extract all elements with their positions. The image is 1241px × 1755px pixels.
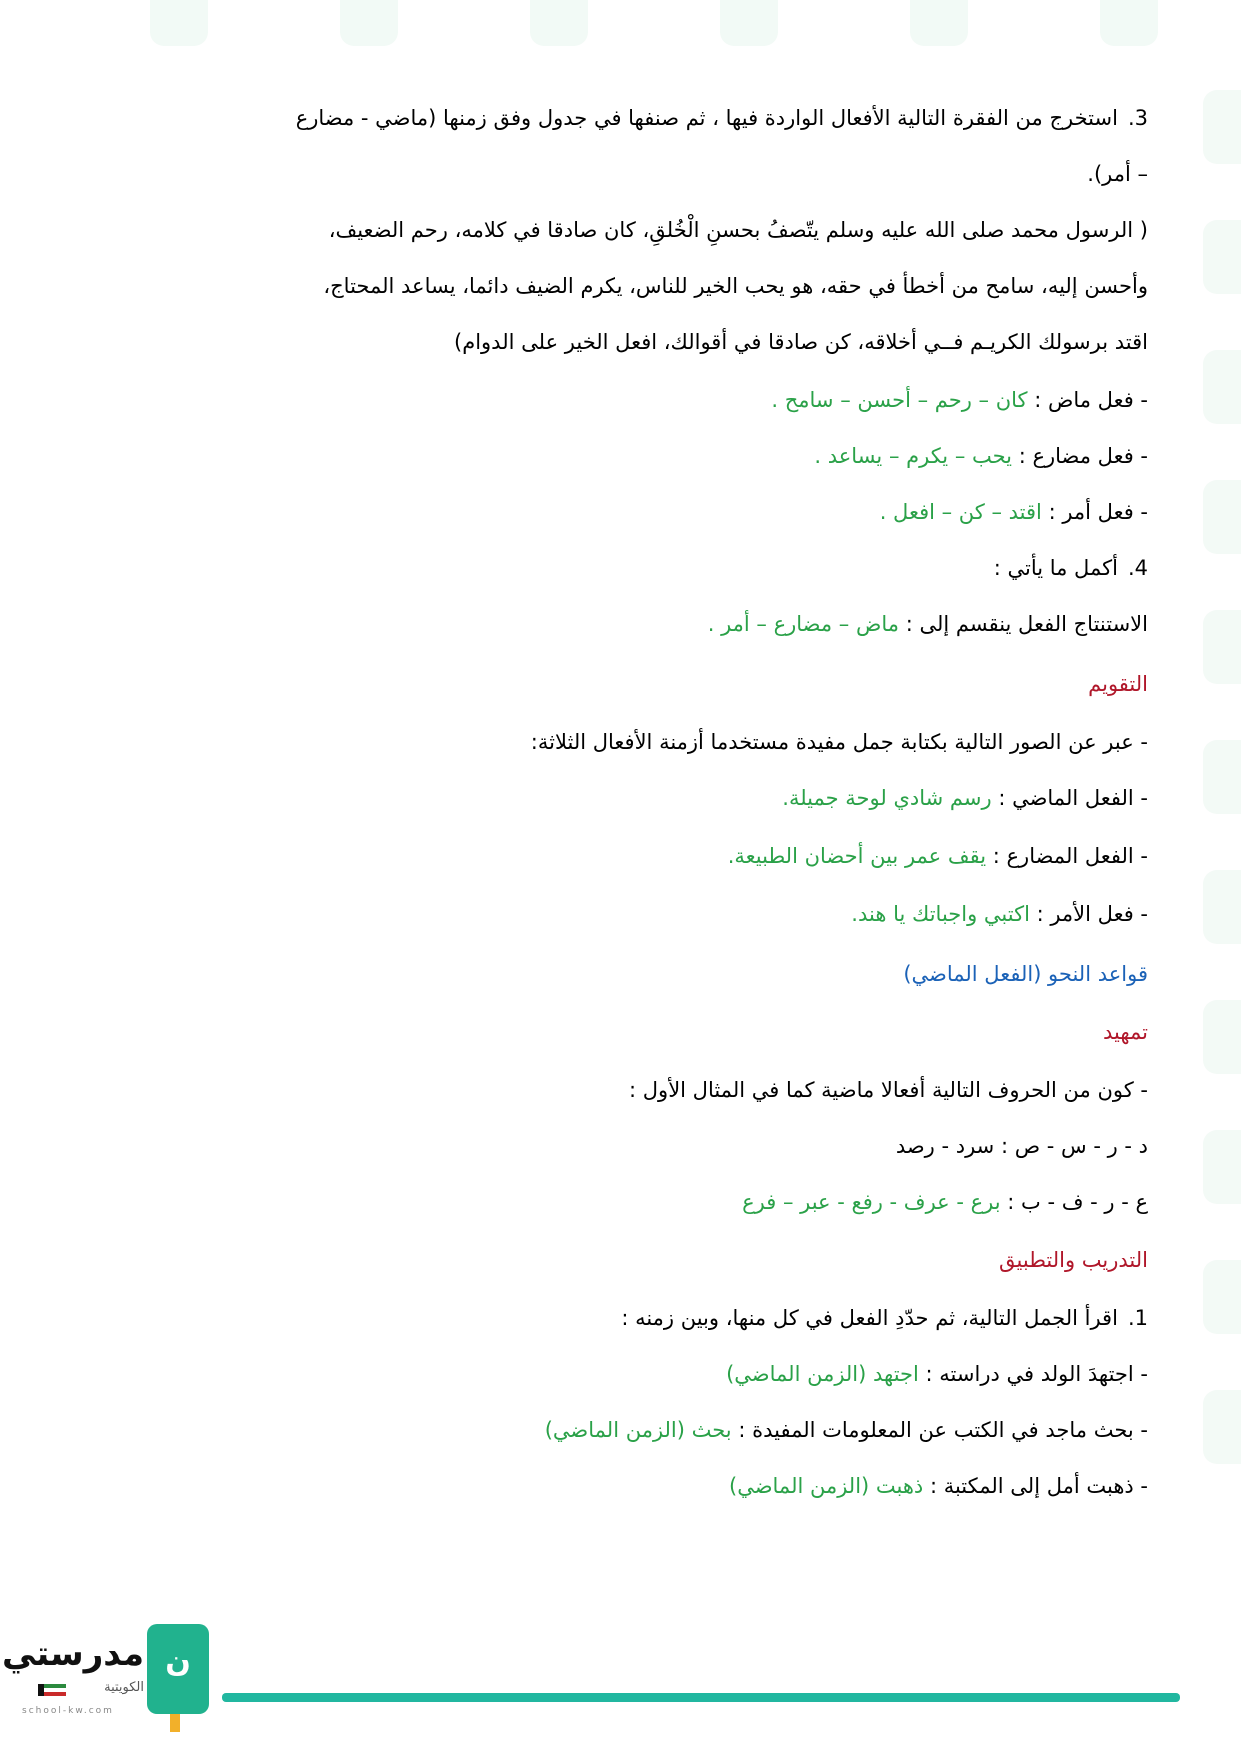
intro-exercise-answer: برع - عرف - رفع - عبر – فرع	[742, 1190, 1001, 1214]
logo-name: مدرستي	[2, 1634, 144, 1674]
evaluation-past-row	[782, 786, 1148, 810]
practice-instruction-row	[621, 1306, 1148, 1330]
watermark-logo-icon	[530, 0, 588, 46]
q3-past-label: - فعل ماض :	[1027, 388, 1148, 412]
q3-passage-line2: وأحسن إليه، سامح من أخطأ في حقه، هو يحب الخير للناس، يكرم الضيف دائما، يساعد المحتاج،	[323, 274, 1148, 298]
watermark-logo-icon	[720, 0, 778, 46]
watermark-logo-icon	[1203, 870, 1241, 944]
practice-s3-answer: ذهبت (الزمن الماضي)	[729, 1474, 924, 1498]
q4-prompt-row	[994, 556, 1148, 580]
q3-number: 3.	[1127, 106, 1148, 130]
q4-statement-row	[708, 612, 1148, 636]
watermark-logo-icon	[1203, 1000, 1241, 1074]
practice-number: 1.	[1127, 1306, 1148, 1330]
evaluation-instruction: - عبر عن الصور التالية بكتابة جمل مفيدة مستخدما أزمنة الأفعال الثلاثة:	[530, 730, 1148, 754]
watermark-logo-icon	[340, 0, 398, 46]
evaluation-present-label: - الفعل المضارع :	[986, 844, 1148, 868]
intro-instruction: - كون من الحروف التالية أفعالا ماضية كما في المثال الأول :	[629, 1078, 1148, 1102]
q4-statement-answer: ماض – مضارع – أمر .	[707, 612, 900, 636]
evaluation-present-row	[728, 844, 1148, 868]
watermark-logo-icon	[1203, 1130, 1241, 1204]
watermark-logo-icon	[1203, 350, 1241, 424]
intro-exercise-letters: ع - ر - ف - ب :	[1000, 1190, 1148, 1214]
q3-imperative-label: - فعل أمر :	[1041, 500, 1148, 524]
watermark-logo-icon	[1203, 220, 1241, 294]
watermark-logo-icon	[1203, 90, 1241, 164]
q3-prompt-line1	[296, 106, 1148, 130]
q3-prompt-text: استخرج من الفقرة التالية الأفعال الواردة فيها ، ثم صنفها في جدول وفق زمنها (ماضي - مضارع	[295, 106, 1118, 130]
evaluation-heading: التقويم	[1088, 672, 1148, 696]
watermark-logo-icon	[1203, 740, 1241, 814]
q4-prompt-text: أكمل ما يأتي :	[993, 556, 1118, 580]
grammar-heading: قواعد النحو (الفعل الماضي)	[903, 962, 1148, 986]
evaluation-past-label: - الفعل الماضي :	[991, 786, 1148, 810]
intro-exercise-row	[742, 1190, 1148, 1214]
logo-url: school-kw.com	[22, 1706, 114, 1716]
q3-prompt-line2: – أمر).	[1087, 162, 1148, 186]
practice-instruction: اقرأ الجمل التالية، ثم حدّدِ الفعل في كل منها، وبين زمنه :	[621, 1306, 1118, 1330]
q3-past-answer: كان – رحم – أحسن – سامح .	[771, 388, 1028, 412]
q3-present-row	[814, 444, 1148, 468]
practice-s1-text: - اجتهدَ الولد في دراسته :	[918, 1362, 1148, 1386]
practice-heading: التدريب والتطبيق	[999, 1248, 1148, 1272]
evaluation-past-answer: رسم شادي لوحة جميلة.	[782, 786, 992, 810]
smile-icon: ن	[165, 1644, 191, 1679]
practice-s1-answer: اجتهد (الزمن الماضي)	[726, 1362, 919, 1386]
q3-imperative-row	[880, 500, 1148, 524]
evaluation-imperative-answer: اكتبي واجباتك يا هند.	[851, 902, 1030, 926]
pencil-icon	[170, 1714, 180, 1732]
q3-present-answer: يحب – يكرم – يساعد .	[814, 444, 1013, 468]
evaluation-imperative-row	[851, 902, 1148, 926]
practice-s2-answer: بحث (الزمن الماضي)	[544, 1418, 732, 1442]
practice-sentence-2	[545, 1418, 1148, 1442]
watermark-logo-icon	[1203, 610, 1241, 684]
q3-present-label: - فعل مضارع :	[1012, 444, 1148, 468]
q3-past-row	[771, 388, 1148, 412]
practice-s3-text: - ذهبت أمل إلى المكتبة :	[923, 1474, 1148, 1498]
intro-example-line: د - ر - س - ص : سرد - رصد	[895, 1134, 1148, 1158]
watermark-logo-icon	[1203, 480, 1241, 554]
q4-number: 4.	[1127, 556, 1148, 580]
watermark-band-top	[0, 0, 1241, 46]
practice-s2-text: - بحث ماجد في الكتب عن المعلومات المفيدة :	[731, 1418, 1148, 1442]
watermark-logo-icon	[150, 0, 208, 46]
logo-subtitle: الكويتية	[104, 1680, 144, 1695]
evaluation-present-answer: يقف عمر بين أحضان الطبيعة.	[727, 844, 987, 868]
footer-divider	[222, 1693, 1180, 1702]
watermark-logo-icon	[1203, 1260, 1241, 1334]
practice-sentence-1	[726, 1362, 1148, 1386]
intro-heading: تمهيد	[1102, 1020, 1148, 1044]
logo-badge-icon	[147, 1624, 209, 1714]
q3-passage-line3: اقتد برسولك الكريـم فــي أخلاقه، كن صادقا في أقوالك، افعل الخير على الدوام)	[454, 330, 1148, 354]
evaluation-imperative-label: - فعل الأمر :	[1029, 902, 1148, 926]
q3-passage-line1: ( الرسول محمد صلى الله عليه وسلم يتّصفُ بحسنِ الْخُلقِ، كان صادقا في كلامه، رحم الضعيف،	[328, 218, 1148, 242]
q3-imperative-answer: اقتد – كن – افعل .	[879, 500, 1042, 524]
watermark-logo-icon	[1203, 1390, 1241, 1464]
watermark-logo-icon	[1100, 0, 1158, 46]
q4-statement-label: الاستنتاج الفعل ينقسم إلى :	[899, 612, 1148, 636]
watermark-logo-icon	[910, 0, 968, 46]
practice-sentence-3	[729, 1474, 1148, 1498]
site-logo[interactable]	[2, 1622, 212, 1732]
